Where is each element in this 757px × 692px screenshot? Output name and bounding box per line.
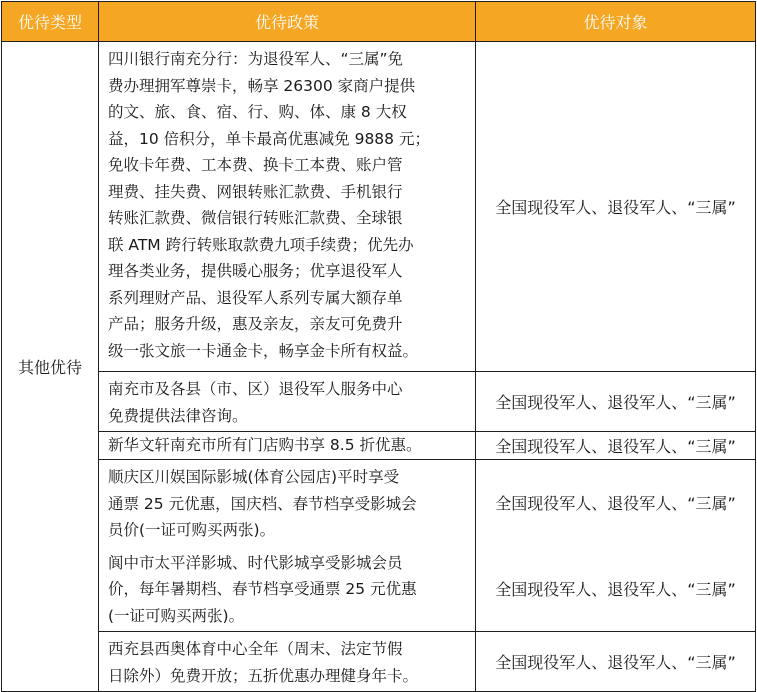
- target-cell: 全国现役军人、退役军人、“三属”: [476, 42, 756, 372]
- policy-cell: [99, 432, 476, 460]
- policy-line: 转账汇款费、微信银行转账汇款费、全球银: [108, 209, 403, 227]
- policy-line: 西充县西奥体育中心全年（周末、法定节假: [108, 640, 403, 658]
- target-cell: 全国现役军人、退役军人、“三属”: [476, 632, 756, 692]
- policy-cell: [99, 372, 476, 432]
- policy-line: 日除外）免费开放；五折优惠办理健身年卡。: [108, 666, 419, 685]
- table-row: [2, 42, 756, 372]
- policy-line: 系列理财产品、退役军人系列专属大额存单: [108, 288, 403, 307]
- policy-line: 理各类业务，提供暖心服务；优享退役军人: [108, 262, 403, 280]
- policy-line: 理费、挂失费、网银转账汇款费、手机银行: [108, 182, 403, 201]
- policy-line: 四川银行南充分行：为退役军人、“三属”免: [108, 50, 404, 68]
- policy-cell: [99, 546, 476, 632]
- target-cell: 全国现役军人、退役军人、“三属”: [476, 460, 756, 546]
- policy-cell: [99, 460, 476, 546]
- policy-line: 价，每年暑期档、春节档享受通票 25 元优惠: [108, 580, 417, 598]
- table-row: [2, 632, 756, 692]
- policy-line: (一证可购买两张)。: [108, 606, 245, 625]
- policy-cell: [99, 42, 476, 372]
- policy-line: 级一张文旅一卡通金卡，畅享金卡所有权益。: [108, 341, 419, 360]
- policy-line: 益，10 倍积分，单卡最高优惠减免 9888 元；: [108, 129, 430, 148]
- policy-line: 免费提供法律咨询。: [108, 406, 248, 425]
- header-target: 优待对象: [476, 2, 756, 42]
- table-row: [2, 432, 756, 460]
- table-row: [2, 372, 756, 432]
- table-row: [2, 460, 756, 546]
- header-row: [2, 2, 756, 42]
- policy-line: 新华文轩南充市所有门店购书享 8.5 折优惠。: [108, 436, 422, 454]
- policy-line: 南充市及各县（市、区）退役军人服务中心: [108, 380, 403, 398]
- table-row: [2, 546, 756, 632]
- policy-cell: [99, 632, 476, 692]
- policy-line: 员价(一证可购买两张)。: [108, 521, 276, 539]
- policy-line: 产品；服务升级，惠及亲友，亲友可免费升: [108, 315, 403, 333]
- policy-line: 免收卡年费、工本费、换卡工本费、账户管: [108, 156, 403, 174]
- policy-line: 费办理拥军尊崇卡，畅享 26300 家商户提供: [108, 76, 416, 95]
- category-cell: 其他优待: [2, 42, 99, 692]
- target-cell: 全国现役军人、退役军人、“三属”: [476, 432, 756, 460]
- target-cell: 全国现役军人、退役军人、“三属”: [476, 372, 756, 432]
- policy-line: 联 ATM 跨行转账取款费九项手续费；优先办: [108, 235, 414, 254]
- policy-line: 通票 25 元优惠，国庆档、春节档享受影城会: [108, 494, 417, 513]
- header-policy: 优待政策: [99, 2, 476, 42]
- policy-line: 的文、旅、食、宿、行、购、体、康 8 大权: [108, 103, 407, 121]
- policy-line: 顺庆区川娱国际影城(体育公园店)平时享受: [108, 468, 400, 486]
- header-type: 优待类型: [2, 2, 99, 42]
- target-cell: 全国现役军人、退役军人、“三属”: [476, 546, 756, 632]
- benefits-table: [1, 1, 756, 692]
- policy-line: 阆中市太平洋影城、时代影城享受影城会员: [108, 553, 403, 572]
